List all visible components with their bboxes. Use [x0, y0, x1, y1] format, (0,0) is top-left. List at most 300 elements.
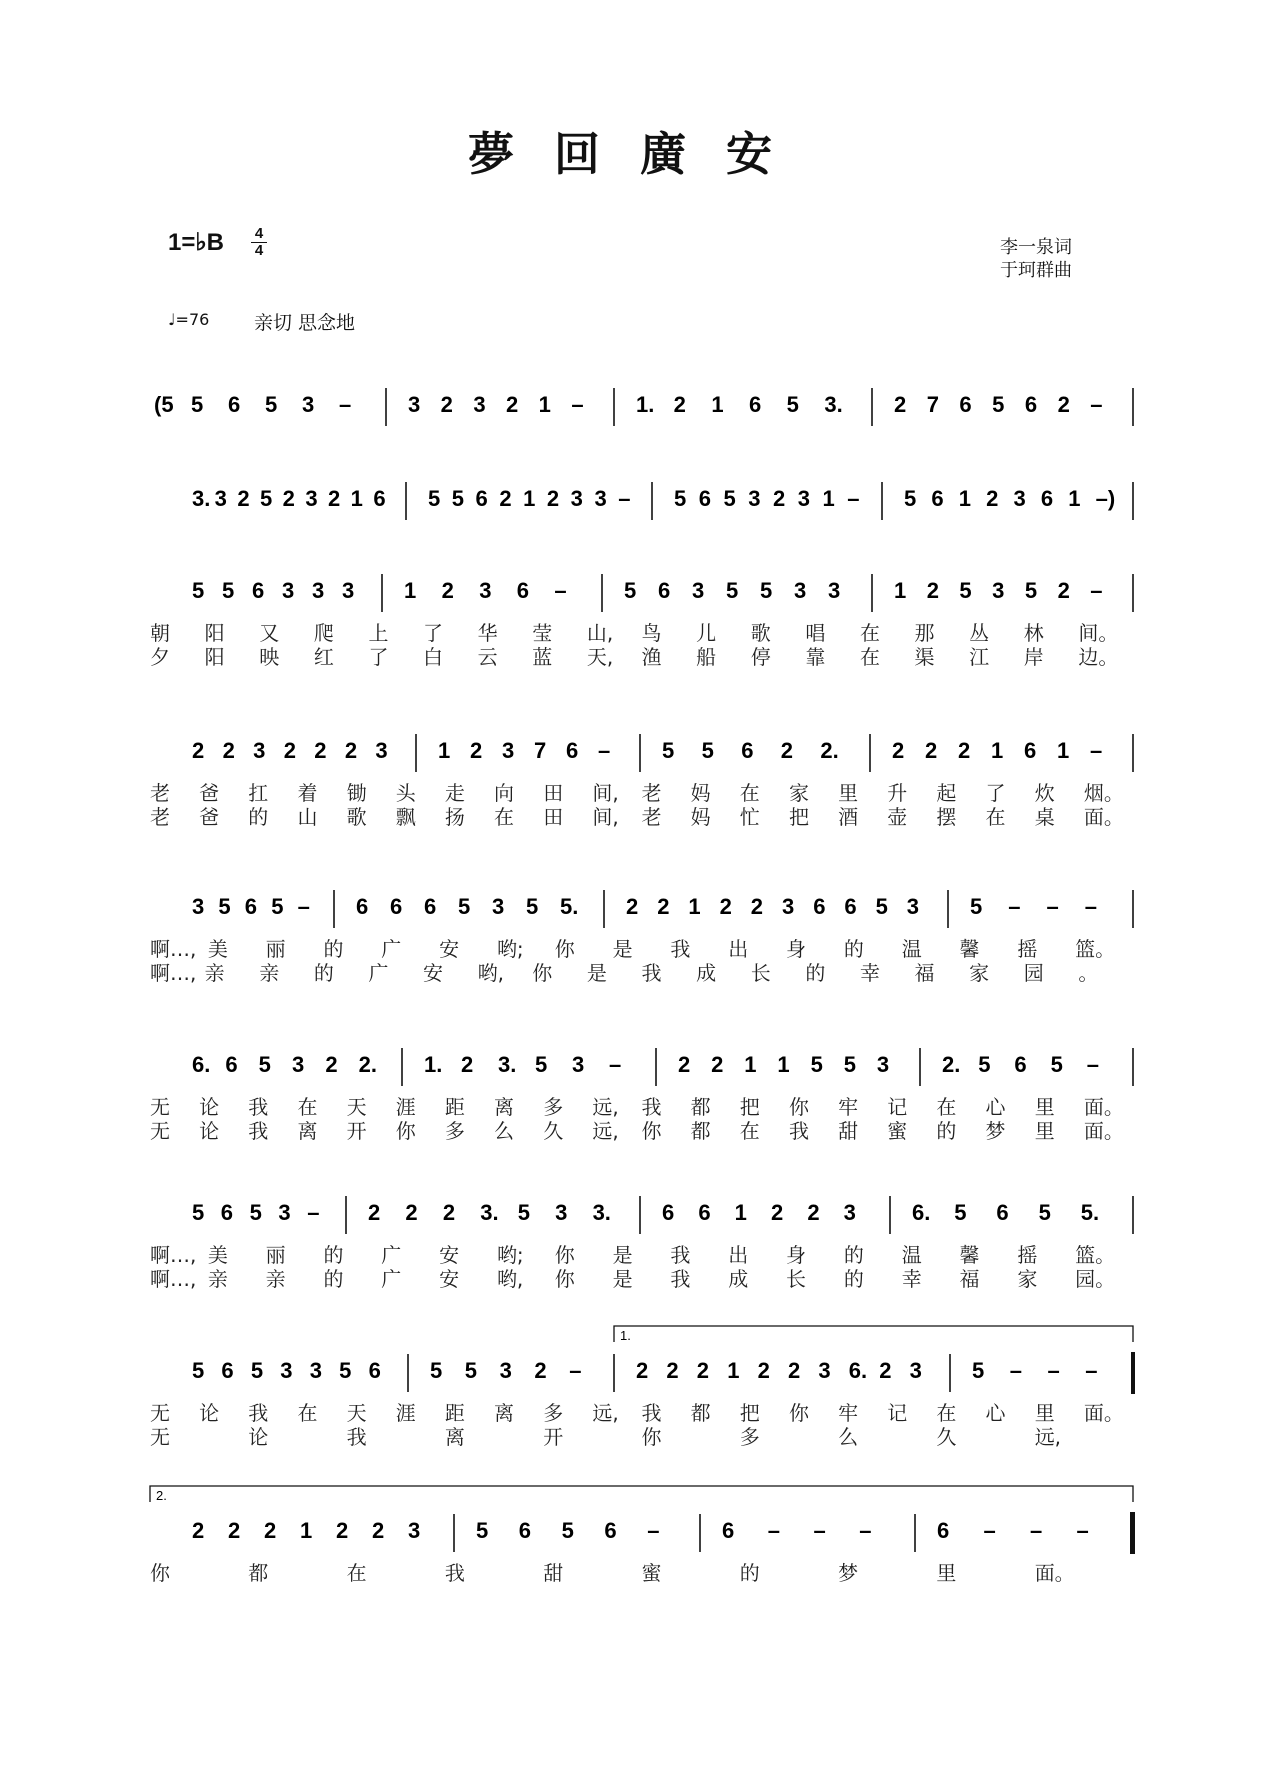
- note: (5: [154, 392, 174, 417]
- lyric-syllable: 幸: [859, 961, 880, 985]
- lyric-syllable: 田: [543, 781, 564, 805]
- lyric-syllable: 扬: [444, 805, 465, 829]
- lyric-syllable: 都: [690, 1401, 711, 1425]
- note: 5: [978, 1052, 991, 1077]
- lyric-syllable: 距: [444, 1095, 465, 1119]
- lyric-syllable: 阳: [204, 645, 225, 669]
- lyric-syllable: 酒: [838, 805, 859, 829]
- note: 7: [534, 738, 547, 763]
- lyric-syllable: 我: [444, 1561, 465, 1585]
- lyric-syllable: 云: [477, 645, 498, 669]
- note: 6: [516, 578, 530, 603]
- lyric-syllable: 我: [641, 1095, 662, 1119]
- note: 5: [258, 1052, 271, 1077]
- note: –: [609, 1052, 622, 1077]
- note: 2: [282, 486, 295, 511]
- note: 2: [546, 486, 560, 511]
- lyric-syllable: 论: [199, 1119, 220, 1143]
- note: 1: [711, 392, 724, 417]
- lyric-syllable: 么: [494, 1119, 515, 1143]
- note: 2: [1057, 578, 1070, 603]
- lyric-syllable: 亲: [259, 961, 280, 985]
- note: 5: [1024, 578, 1038, 603]
- lyric-syllable: 广: [368, 961, 389, 985]
- lyric-syllable: 边。: [1078, 645, 1119, 669]
- note: 5: [535, 1052, 548, 1077]
- note: 3.: [480, 1200, 499, 1225]
- lyric-syllable: 在: [936, 1401, 957, 1425]
- note: 3: [375, 738, 388, 763]
- note: –: [1076, 1518, 1089, 1543]
- note: 2: [499, 486, 512, 511]
- lyric-syllable: 你: [554, 1243, 575, 1267]
- note: 1: [777, 1052, 790, 1077]
- note: 1: [1068, 486, 1081, 511]
- note: 6: [373, 486, 386, 511]
- lyric-syllable: 飘: [395, 805, 416, 829]
- note: 6: [220, 1200, 234, 1225]
- note: 3.: [192, 486, 211, 511]
- lyric-syllable: 的: [323, 1243, 344, 1267]
- lyric-syllable: 记: [887, 1401, 908, 1425]
- note: 1: [991, 738, 1004, 763]
- lyric-syllable: 广: [381, 937, 402, 961]
- note: 5: [972, 1358, 985, 1383]
- note: 3: [192, 894, 205, 919]
- lyric-syllable: 间,: [592, 781, 619, 805]
- lyric-syllable: 论: [199, 1095, 220, 1119]
- note: 2: [344, 738, 358, 763]
- lyric-syllable: 无: [150, 1119, 170, 1143]
- note: 2: [986, 486, 999, 511]
- lyric-syllable: 面。: [1083, 1095, 1124, 1119]
- lyric-syllable: 停: [750, 645, 771, 669]
- note: 2.: [942, 1052, 961, 1077]
- lyric-syllable: 梦: [985, 1119, 1006, 1143]
- lyric-syllable: 身: [786, 1243, 807, 1267]
- note: 5: [218, 894, 231, 919]
- lyric-syllable: 映: [259, 645, 280, 669]
- note: 5: [624, 578, 637, 603]
- lyric-syllable: 华: [477, 621, 498, 645]
- note: 5: [339, 1358, 352, 1383]
- note: –: [767, 1518, 780, 1543]
- lyric-syllable: 身: [786, 937, 807, 961]
- lyric-syllable: 把: [739, 1401, 760, 1425]
- note: 5: [260, 486, 273, 511]
- note: 5: [192, 1200, 205, 1225]
- lyric-syllable: 摇: [1017, 937, 1038, 961]
- lyric-syllable: 白: [423, 645, 444, 669]
- note: –: [1090, 738, 1103, 763]
- note: 6: [228, 392, 241, 417]
- lyric-syllable: 安: [439, 937, 460, 961]
- note: 3: [572, 1052, 585, 1077]
- note: 5: [760, 578, 773, 603]
- lyric-syllable: 离: [494, 1095, 515, 1119]
- note: 2: [325, 1052, 338, 1077]
- lyric-syllable: 爸: [199, 805, 220, 829]
- note: 3: [408, 1518, 421, 1543]
- lyric-syllable: 涯: [395, 1095, 416, 1119]
- note: 1: [523, 486, 536, 511]
- note: 5: [1050, 1052, 1063, 1077]
- note: 2: [314, 738, 327, 763]
- composer: 于珂群曲: [1000, 260, 1072, 281]
- lyric-syllable: 阳: [204, 621, 225, 645]
- lyric-syllable: 在: [859, 621, 880, 645]
- note: 2: [368, 1200, 381, 1225]
- note: 1: [822, 486, 835, 511]
- lyric-syllable: 是: [612, 937, 633, 961]
- lyric-syllable: 园: [1023, 961, 1044, 985]
- note: 6.: [192, 1052, 211, 1077]
- lyric-syllable: 我: [670, 1243, 691, 1267]
- note: 1: [688, 894, 701, 919]
- note: –: [1009, 1358, 1022, 1383]
- lyric-syllable: 幸: [901, 1267, 922, 1291]
- lyricist: 李一泉词: [1000, 237, 1072, 258]
- lyric-syllable: 离: [297, 1119, 318, 1143]
- volta-label: 2.: [156, 1488, 167, 1503]
- note: 5: [726, 578, 739, 603]
- time-signature-top: 4: [254, 225, 264, 242]
- lyric-syllable: 距: [444, 1401, 465, 1425]
- lyric-syllable: 天: [346, 1095, 367, 1119]
- lyric-syllable: 里: [1034, 1095, 1055, 1119]
- lyric-syllable: 天,: [586, 645, 614, 669]
- note: 5: [192, 1358, 205, 1383]
- note: 6: [931, 486, 944, 511]
- lyric-syllable: 船: [696, 645, 717, 669]
- lyric-syllable: 我: [248, 1095, 269, 1119]
- note: 5: [723, 486, 736, 511]
- note: 5: [430, 1358, 443, 1383]
- note: 6: [741, 738, 754, 763]
- note: 1.: [424, 1052, 443, 1077]
- note: –: [813, 1518, 826, 1543]
- lyric-syllable: 蓝: [532, 645, 553, 669]
- note: 6: [221, 1358, 234, 1383]
- note: 2: [757, 1358, 770, 1383]
- lyric-syllable: 妈: [690, 805, 711, 829]
- note: 5.: [560, 894, 579, 919]
- note: 6: [1024, 392, 1038, 417]
- note: 2: [666, 1358, 679, 1383]
- note: 2: [892, 738, 905, 763]
- note: –: [1047, 1358, 1060, 1383]
- lyric-syllable: 在: [985, 805, 1006, 829]
- lyric-syllable: 面。: [1034, 1561, 1075, 1585]
- note: 5: [561, 1518, 574, 1543]
- tempo-marking: ♩=76: [168, 310, 210, 329]
- lyric-syllable: 爸: [199, 781, 220, 805]
- lyric-syllable: 在: [739, 1119, 760, 1143]
- lyric-syllable: 成: [728, 1267, 749, 1291]
- note: 5.: [1080, 1200, 1100, 1225]
- repeat-barline: [1131, 1352, 1135, 1394]
- note: 1: [958, 486, 971, 511]
- note: 6: [658, 578, 671, 603]
- note: 3: [906, 894, 920, 919]
- note: –): [1095, 486, 1116, 511]
- lyric-syllable: 家: [788, 781, 809, 805]
- lyric-syllable: 莹: [532, 621, 553, 645]
- note: –: [1084, 894, 1097, 919]
- lyric-syllable: 开: [543, 1425, 564, 1449]
- note: 6: [390, 894, 403, 919]
- lyric-syllable: 壶: [887, 805, 908, 829]
- lyric-syllable: 了: [423, 621, 444, 645]
- note: 2: [673, 392, 686, 417]
- note: 3: [214, 486, 227, 511]
- final-barline: [1130, 1512, 1135, 1554]
- note: 5: [249, 1200, 262, 1225]
- lyric-syllable: 无: [150, 1095, 170, 1119]
- lyric-syllable: 你: [788, 1401, 809, 1425]
- note: 3: [909, 1358, 922, 1383]
- lyric-syllable: 我: [670, 1267, 691, 1291]
- note: 1: [894, 578, 907, 603]
- lyric-syllable: 远,: [1034, 1425, 1062, 1449]
- lyric-syllable: 渔: [641, 645, 662, 669]
- note: 2: [773, 486, 786, 511]
- note: 3: [312, 578, 325, 603]
- note: 3: [473, 392, 486, 417]
- lyric-syllable: 论: [199, 1401, 220, 1425]
- note: 5: [875, 894, 888, 919]
- note: 1: [350, 486, 363, 511]
- lyric-syllable: 了: [985, 781, 1006, 805]
- note: 2: [228, 1518, 241, 1543]
- lyric-syllable: 安: [439, 1243, 460, 1267]
- note: 6: [518, 1518, 532, 1543]
- note: 3: [828, 578, 841, 603]
- note: 6: [1024, 738, 1037, 763]
- note: 2: [192, 1518, 205, 1543]
- note: 3: [302, 392, 315, 417]
- note: –: [307, 1200, 320, 1225]
- note: 2: [264, 1518, 277, 1543]
- lyric-syllable: 的: [805, 961, 826, 985]
- lyric-syllable: 面。: [1083, 805, 1124, 829]
- note: 2.: [820, 738, 839, 763]
- note: 3: [797, 486, 810, 511]
- note: 6: [424, 894, 437, 919]
- note: 1: [538, 392, 551, 417]
- lyric-syllable: 在: [936, 1095, 957, 1119]
- lyric-syllable: 丽: [265, 937, 286, 961]
- note: 2: [925, 738, 938, 763]
- lyric-syllable: 涯: [395, 1401, 416, 1425]
- note: 5: [192, 578, 205, 603]
- note: 5: [464, 1358, 478, 1383]
- lyric-syllable: 老: [150, 781, 170, 805]
- lyric-syllable: 都: [690, 1119, 711, 1143]
- note: 6: [698, 486, 711, 511]
- note: 3: [278, 1200, 291, 1225]
- note: 2: [626, 894, 639, 919]
- lyric-syllable: 你: [641, 1425, 662, 1449]
- lyric-syllable: 无: [150, 1425, 170, 1449]
- lyric-syllable: 在: [297, 1095, 318, 1119]
- note: –: [1086, 1052, 1100, 1077]
- note: 3: [499, 1358, 512, 1383]
- note: 5: [843, 1052, 856, 1077]
- lyric-syllable: 我: [788, 1119, 809, 1143]
- lyric-syllable: 无: [150, 1401, 170, 1425]
- lyric-syllable: 出: [728, 1243, 749, 1267]
- note: 3: [292, 1052, 305, 1077]
- note: 2: [780, 738, 794, 763]
- note: 2: [1057, 392, 1070, 417]
- lyric-syllable: 久: [543, 1119, 564, 1143]
- lyric-syllable: 梦: [838, 1561, 859, 1585]
- note: 2: [237, 486, 250, 511]
- note: 1.: [636, 392, 655, 417]
- note: –: [1046, 894, 1059, 919]
- note: 5: [970, 894, 983, 919]
- note: 6: [604, 1518, 617, 1543]
- lyric-syllable: 桌: [1034, 805, 1055, 829]
- note: 2: [222, 738, 235, 763]
- lyric-syllable: 红: [313, 645, 334, 669]
- note: 2: [328, 486, 341, 511]
- note: –: [569, 1358, 582, 1383]
- expression-marking: 亲切 思念地: [254, 312, 356, 334]
- lyric-syllable: 安: [423, 961, 444, 985]
- note: 5: [701, 738, 714, 763]
- lyric-syllable: 的: [739, 1561, 760, 1585]
- lyric-syllable: 心: [985, 1401, 1006, 1425]
- note: 5: [526, 894, 539, 919]
- lyric-syllable: 面。: [1083, 1401, 1124, 1425]
- volta-label: 1.: [620, 1328, 631, 1343]
- lyric-syllable: 岸: [1023, 645, 1044, 669]
- note: 6: [225, 1052, 238, 1077]
- lyric-syllable: 篮。: [1075, 1243, 1116, 1267]
- volta-bracket: [150, 1486, 1133, 1502]
- note: 2: [788, 1358, 801, 1383]
- note: 6: [937, 1518, 950, 1543]
- lyric-syllable: 你: [150, 1561, 170, 1585]
- lyric-syllable: 蜜: [641, 1561, 662, 1585]
- note: –: [554, 578, 567, 603]
- lyric-syllable: 美: [207, 1243, 228, 1267]
- lyric-syllable: 哟,: [496, 1267, 524, 1291]
- note: –: [297, 894, 310, 919]
- note: 2: [405, 1200, 418, 1225]
- note: –: [859, 1518, 872, 1543]
- lyric-syllable: 把: [788, 805, 809, 829]
- lyric-syllable: 我: [248, 1119, 269, 1143]
- lyric-syllable: 天: [346, 1401, 367, 1425]
- lyric-syllable: 都: [248, 1561, 269, 1585]
- note: 3.: [592, 1200, 611, 1225]
- note: –: [598, 738, 611, 763]
- lyric-syllable: 起: [936, 781, 957, 805]
- lyric-syllable: 我: [670, 937, 691, 961]
- lyric-syllable: 在: [346, 1561, 367, 1585]
- lyric-syllable: 啊…,: [150, 937, 197, 961]
- note: 3: [818, 1358, 831, 1383]
- note: 6: [749, 392, 762, 417]
- lyric-syllable: 忙: [739, 805, 760, 829]
- lyric-syllable: 着: [297, 781, 318, 805]
- lyric-syllable: 远,: [592, 1401, 619, 1425]
- lyric-syllable: 老: [150, 805, 170, 829]
- note: 5: [954, 1200, 967, 1225]
- note: –: [618, 486, 631, 511]
- note: 2: [372, 1518, 385, 1543]
- lyric-syllable: 你: [554, 1267, 575, 1291]
- note: 3: [502, 738, 515, 763]
- lyric-syllable: 馨: [959, 1243, 980, 1267]
- lyric-syllable: 的: [843, 937, 864, 961]
- note: –: [847, 486, 860, 511]
- lyric-syllable: 么: [838, 1425, 859, 1449]
- note: 2: [719, 894, 732, 919]
- lyric-syllable: 福: [914, 961, 935, 985]
- note: –: [1030, 1518, 1043, 1543]
- lyric-syllable: 哟;: [496, 937, 524, 961]
- note: 2: [506, 392, 519, 417]
- lyric-syllable: 面。: [1083, 1119, 1124, 1143]
- note: 3: [748, 486, 761, 511]
- note: 1: [734, 1200, 747, 1225]
- note: 2: [336, 1518, 349, 1543]
- note: 6: [996, 1200, 1009, 1225]
- lyric-syllable: 牢: [838, 1401, 859, 1425]
- note: 2: [442, 1200, 456, 1225]
- note: 5: [191, 392, 204, 417]
- note: 5: [428, 486, 441, 511]
- note: 3: [342, 578, 355, 603]
- lyric-syllable: 上: [368, 621, 389, 645]
- lyric-syllable: 你: [788, 1095, 809, 1119]
- lyric-syllable: 长: [786, 1267, 807, 1291]
- lyric-syllable: 锄: [346, 781, 367, 805]
- note: 3: [794, 578, 807, 603]
- lyric-syllable: 离: [444, 1425, 465, 1449]
- lyric-syllable: 开: [346, 1119, 367, 1143]
- lyric-syllable: 的: [313, 961, 334, 985]
- note: 2: [441, 578, 454, 603]
- lyric-syllable: 炊: [1034, 781, 1055, 805]
- lyric-syllable: 成: [696, 961, 717, 985]
- note: 5: [451, 486, 465, 511]
- lyric-syllable: 广: [381, 1267, 402, 1291]
- note: 5: [476, 1518, 489, 1543]
- lyric-syllable: 的: [936, 1119, 957, 1143]
- lyric-syllable: 啊…,: [150, 1243, 197, 1267]
- note: 2: [461, 1052, 474, 1077]
- lyric-syllable: 久: [936, 1425, 957, 1449]
- note: 6.: [912, 1200, 931, 1225]
- lyric-syllable: 摇: [1017, 1243, 1038, 1267]
- lyric-syllable: 间,: [592, 805, 619, 829]
- lyric-syllable: 在: [859, 645, 880, 669]
- note: 5: [904, 486, 917, 511]
- note: 5: [959, 578, 972, 603]
- note: 5: [250, 1358, 264, 1383]
- note: 6: [722, 1518, 735, 1543]
- lyric-syllable: 里: [1034, 1119, 1055, 1143]
- note: 2: [696, 1358, 710, 1383]
- volta-bracket: [614, 1326, 1133, 1342]
- lyric-syllable: 家: [969, 961, 990, 985]
- lyric-syllable: 摆: [936, 805, 957, 829]
